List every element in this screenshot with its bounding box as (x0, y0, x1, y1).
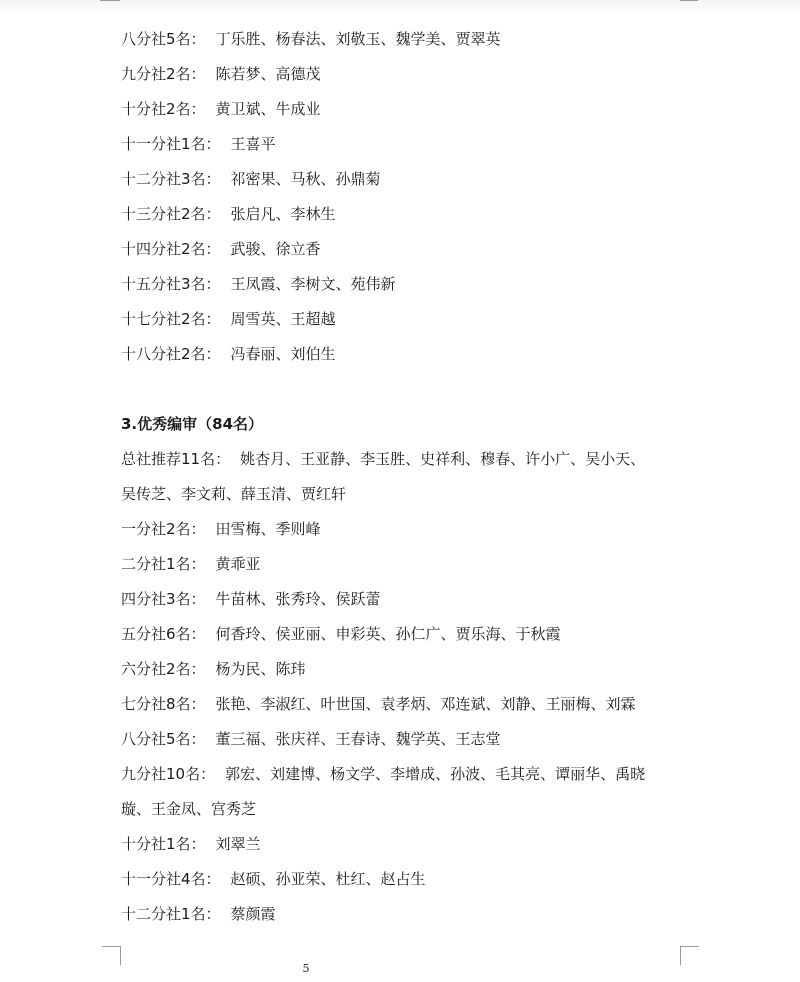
name-list: 璇、王金凤、宫秀芝 (121, 800, 257, 818)
branch-label: 六分社2名： (121, 660, 206, 678)
name-list: 田雪梅、季则峰 (215, 520, 321, 538)
branch-label: 八分社5名： (121, 730, 206, 748)
list-item (121, 862, 701, 897)
branch-label: 八分社5名： (121, 30, 206, 48)
crop-mark-top-right (680, 0, 698, 11)
page-number: 5 (302, 962, 310, 975)
list-item (121, 827, 701, 862)
branch-label: 四分社3名： (121, 590, 206, 608)
list-item (121, 302, 701, 337)
section-heading: 3.优秀编审（84名） (121, 415, 264, 433)
name-list: 张艳、李淑红、叶世国、袁孝炳、邓连斌、刘静、王丽梅、刘霖 (215, 695, 636, 713)
name-list: 武骏、徐立香 (230, 240, 321, 258)
list-item (121, 582, 701, 617)
name-list: 蔡颜霞 (230, 905, 276, 923)
branch-label: 二分社1名： (121, 555, 206, 573)
list-item (121, 442, 701, 477)
list-item (121, 267, 701, 302)
list-item (121, 127, 701, 162)
list-item-continuation (121, 477, 701, 512)
document-body (121, 22, 701, 932)
name-list: 姚杏月、王亚静、李玉胜、史祥利、穆春、许小广、吴小天、 (240, 450, 646, 468)
branch-label: 总社推荐11名： (121, 450, 231, 468)
list-item (121, 162, 701, 197)
list-item (121, 22, 701, 57)
name-list: 黄乖亚 (215, 555, 261, 573)
crop-mark-top-left (100, 0, 120, 11)
name-list: 杨为民、陈玮 (215, 660, 306, 678)
branch-label: 一分社2名： (121, 520, 206, 538)
branch-label: 十一分社1名： (121, 135, 221, 153)
name-list: 牛苗林、张秀玲、侯跃蕾 (215, 590, 381, 608)
list-item (121, 232, 701, 267)
name-list: 刘翠兰 (215, 835, 261, 853)
branch-label: 七分社8名： (121, 695, 206, 713)
list-item (121, 512, 701, 547)
list-item (121, 617, 701, 652)
list-item (121, 897, 701, 932)
name-list: 董三福、张庆祥、王春诗、魏学英、王志堂 (215, 730, 501, 748)
list-item-continuation (121, 792, 701, 827)
list-item (121, 92, 701, 127)
branch-label: 十二分社1名： (121, 905, 221, 923)
branch-label: 十八分社2名： (121, 345, 221, 363)
name-list: 张启凡、李林生 (230, 205, 336, 223)
branch-label: 十三分社2名： (121, 205, 221, 223)
branch-label: 十分社2名： (121, 100, 206, 118)
section-spacer (121, 372, 701, 407)
list-item (121, 757, 701, 792)
list-item (121, 337, 701, 372)
branch-label: 十五分社3名： (121, 275, 221, 293)
name-list: 祁密果、马秋、孙鼎菊 (230, 170, 381, 188)
branch-label: 十四分社2名： (121, 240, 221, 258)
list-item (121, 687, 701, 722)
list-item (121, 547, 701, 582)
list-item (121, 57, 701, 92)
branch-label: 十一分社4名： (121, 870, 221, 888)
section-2-list (121, 22, 701, 372)
name-list: 王喜平 (230, 135, 276, 153)
list-item (121, 197, 701, 232)
crop-mark-bottom-right (680, 946, 699, 965)
name-list: 陈若梦、高德茂 (215, 65, 321, 83)
name-list: 吴传芝、李文莉、薛玉清、贾红轩 (121, 485, 347, 503)
name-list: 赵硕、孙亚荣、杜红、赵占生 (230, 870, 426, 888)
name-list: 冯春丽、刘伯生 (230, 345, 336, 363)
name-list: 周雪英、王超越 (230, 310, 336, 328)
name-list: 丁乐胜、杨春法、刘敬玉、魏学美、贾翠英 (215, 30, 501, 48)
name-list: 何香玲、侯亚丽、申彩英、孙仁广、贾乐海、于秋霞 (215, 625, 561, 643)
list-item (121, 652, 701, 687)
list-item (121, 722, 701, 757)
branch-label: 九分社10名： (121, 765, 216, 783)
name-list: 黄卫斌、牛成业 (215, 100, 321, 118)
branch-label: 五分社6名： (121, 625, 206, 643)
branch-label: 九分社2名： (121, 65, 206, 83)
section-3 (121, 407, 701, 932)
name-list: 郭宏、刘建博、杨文学、李增成、孙波、毛其亮、谭丽华、禹晓 (225, 765, 646, 783)
branch-label: 十分社1名： (121, 835, 206, 853)
branch-label: 十七分社2名： (121, 310, 221, 328)
name-list: 王凤霞、李树文、苑伟新 (230, 275, 396, 293)
branch-label: 十二分社3名： (121, 170, 221, 188)
